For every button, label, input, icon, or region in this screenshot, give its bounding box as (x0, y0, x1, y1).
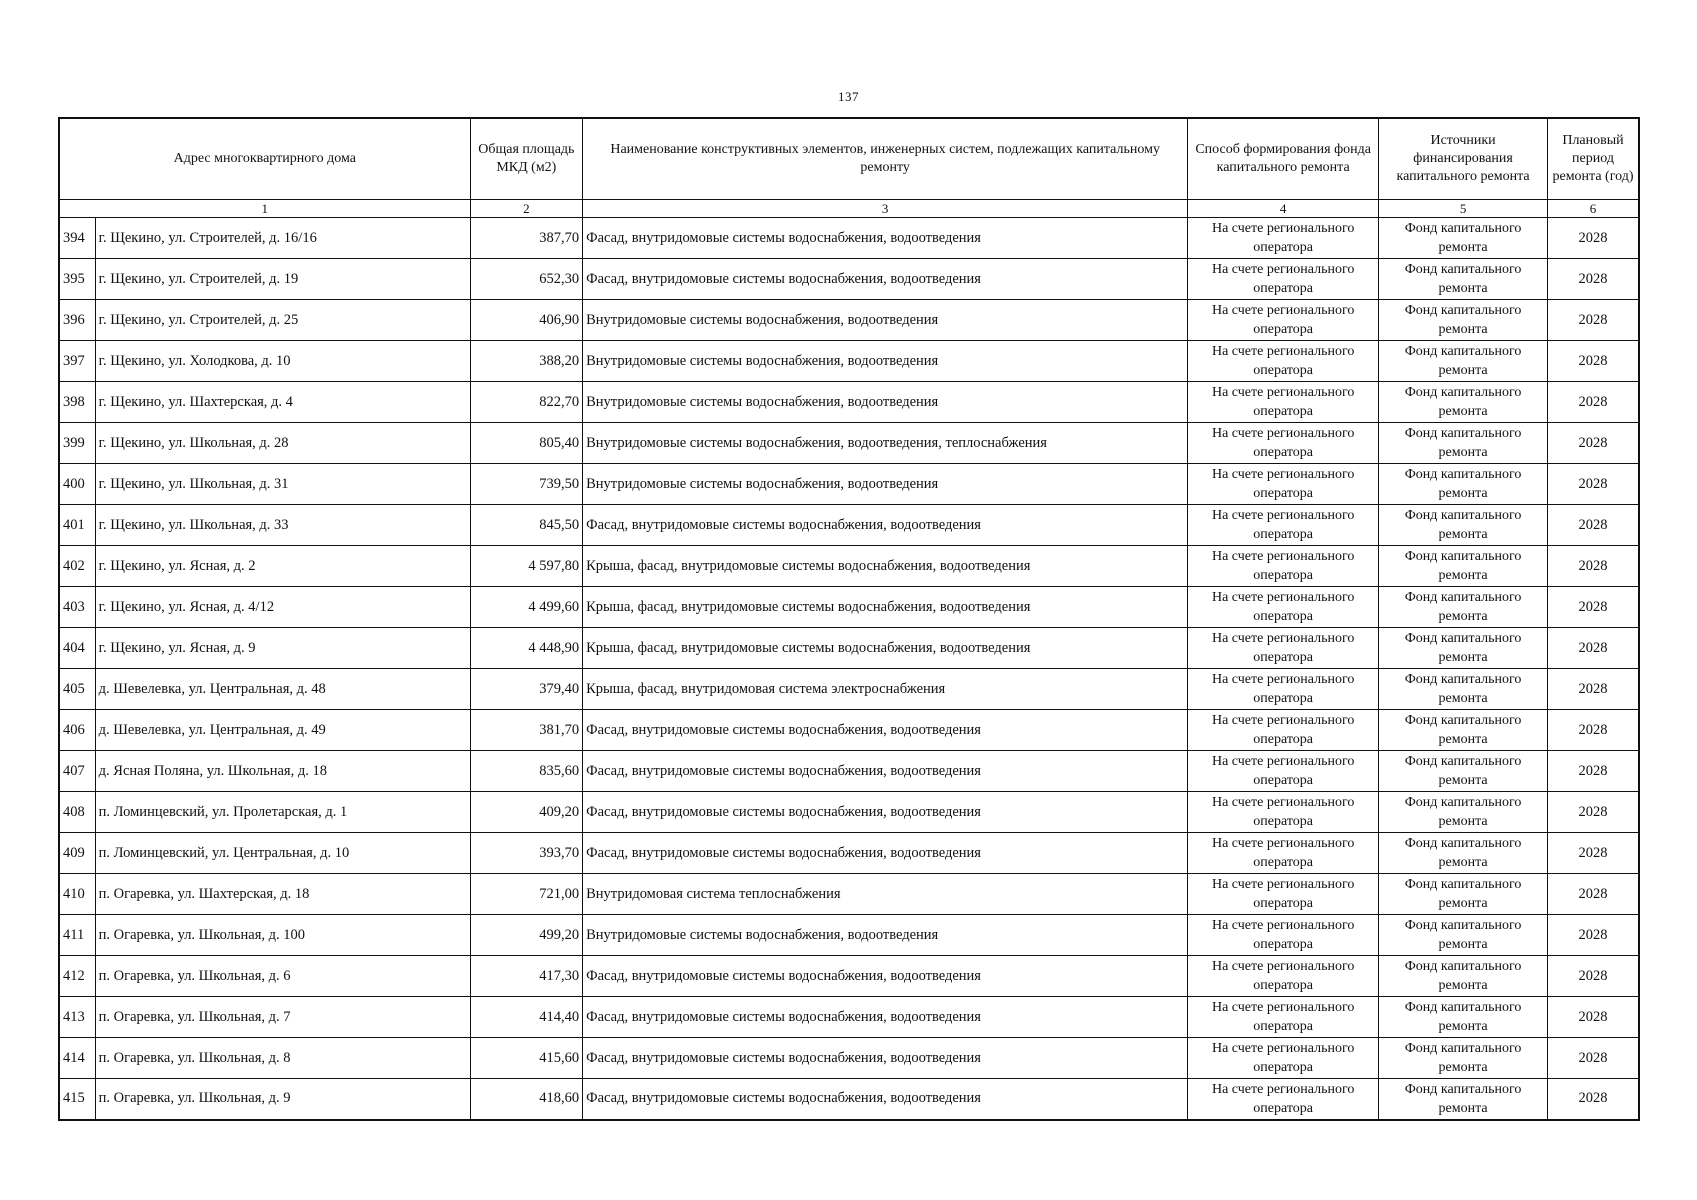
row-address: г. Щекино, ул. Ясная, д. 4/12 (95, 587, 470, 628)
row-elements: Фасад, внутридомовые системы водоснабжения, водоотведения (583, 751, 1188, 792)
row-method: На счете регионального оператора (1188, 382, 1379, 423)
row-method: На счете регионального оператора (1188, 423, 1379, 464)
row-method: На счете регионального оператора (1188, 792, 1379, 833)
row-number: 394 (59, 218, 95, 259)
row-method: На счете регионального оператора (1188, 833, 1379, 874)
row-number: 412 (59, 956, 95, 997)
row-source: Фонд капитального ремонта (1379, 1079, 1548, 1120)
column-number: 1 (59, 200, 470, 218)
row-source: Фонд капитального ремонта (1379, 874, 1548, 915)
row-source: Фонд капитального ремонта (1379, 915, 1548, 956)
row-address: д. Шевелевка, ул. Центральная, д. 48 (95, 669, 470, 710)
row-area: 406,90 (470, 300, 583, 341)
row-method: На счете регионального оператора (1188, 1038, 1379, 1079)
table-row (59, 915, 1639, 956)
row-number: 398 (59, 382, 95, 423)
row-area: 805,40 (470, 423, 583, 464)
row-address: г. Щекино, ул. Школьная, д. 33 (95, 505, 470, 546)
row-number: 405 (59, 669, 95, 710)
table-row (59, 792, 1639, 833)
row-area: 415,60 (470, 1038, 583, 1079)
row-elements: Фасад, внутридомовые системы водоснабжения, водоотведения (583, 956, 1188, 997)
row-address: п. Ломинцевский, ул. Центральная, д. 10 (95, 833, 470, 874)
row-number: 400 (59, 464, 95, 505)
row-area: 409,20 (470, 792, 583, 833)
header-method: Способ формирования фонда капитального ремонта (1188, 118, 1379, 200)
row-address: п. Огаревка, ул. Школьная, д. 6 (95, 956, 470, 997)
row-elements: Крыша, фасад, внутридомовые системы водоснабжения, водоотведения (583, 628, 1188, 669)
row-method: На счете регионального оператора (1188, 915, 1379, 956)
row-address: д. Шевелевка, ул. Центральная, д. 49 (95, 710, 470, 751)
row-method: На счете регионального оператора (1188, 505, 1379, 546)
row-method: На счете регионального оператора (1188, 751, 1379, 792)
repair-program-table (58, 117, 1640, 1121)
header-address: Адрес многоквартирного дома (59, 118, 470, 200)
row-year: 2028 (1547, 505, 1639, 546)
table-row (59, 464, 1639, 505)
row-address: п. Огаревка, ул. Школьная, д. 8 (95, 1038, 470, 1079)
row-elements: Фасад, внутридомовые системы водоснабжения, водоотведения (583, 259, 1188, 300)
page-number: 137 (838, 89, 859, 104)
row-method: На счете регионального оператора (1188, 710, 1379, 751)
row-address: п. Огаревка, ул. Школьная, д. 7 (95, 997, 470, 1038)
row-address: г. Щекино, ул. Ясная, д. 9 (95, 628, 470, 669)
row-source: Фонд капитального ремонта (1379, 259, 1548, 300)
row-area: 499,20 (470, 915, 583, 956)
row-method: На счете регионального оператора (1188, 341, 1379, 382)
row-number: 404 (59, 628, 95, 669)
table-row (59, 587, 1639, 628)
row-year: 2028 (1547, 874, 1639, 915)
row-source: Фонд капитального ремонта (1379, 423, 1548, 464)
table-row (59, 669, 1639, 710)
row-area: 652,30 (470, 259, 583, 300)
row-source: Фонд капитального ремонта (1379, 792, 1548, 833)
row-address: г. Щекино, ул. Строителей, д. 16/16 (95, 218, 470, 259)
row-area: 417,30 (470, 956, 583, 997)
row-source: Фонд капитального ремонта (1379, 833, 1548, 874)
row-elements: Фасад, внутридомовые системы водоснабжения, водоотведения (583, 792, 1188, 833)
row-year: 2028 (1547, 628, 1639, 669)
row-address: г. Щекино, ул. Холодкова, д. 10 (95, 341, 470, 382)
row-year: 2028 (1547, 423, 1639, 464)
row-address: д. Ясная Поляна, ул. Школьная, д. 18 (95, 751, 470, 792)
row-number: 402 (59, 546, 95, 587)
row-number: 409 (59, 833, 95, 874)
row-year: 2028 (1547, 792, 1639, 833)
row-address: п. Огаревка, ул. Школьная, д. 9 (95, 1079, 470, 1120)
row-source: Фонд капитального ремонта (1379, 505, 1548, 546)
table-row (59, 956, 1639, 997)
table-body (59, 218, 1639, 1120)
row-year: 2028 (1547, 382, 1639, 423)
row-elements: Внутридомовая система теплоснабжения (583, 874, 1188, 915)
column-number: 6 (1547, 200, 1639, 218)
row-elements: Крыша, фасад, внутридомовые системы водоснабжения, водоотведения (583, 546, 1188, 587)
column-number: 5 (1379, 200, 1548, 218)
row-source: Фонд капитального ремонта (1379, 587, 1548, 628)
row-address: г. Щекино, ул. Школьная, д. 31 (95, 464, 470, 505)
table-row (59, 546, 1639, 587)
row-method: На счете регионального оператора (1188, 1079, 1379, 1120)
table-row (59, 259, 1639, 300)
row-elements: Фасад, внутридомовые системы водоснабжения, водоотведения (583, 710, 1188, 751)
row-source: Фонд капитального ремонта (1379, 218, 1548, 259)
row-method: На счете регионального оператора (1188, 546, 1379, 587)
row-address: г. Щекино, ул. Ясная, д. 2 (95, 546, 470, 587)
row-elements: Внутридомовые системы водоснабжения, водоотведения (583, 341, 1188, 382)
row-method: На счете регионального оператора (1188, 669, 1379, 710)
row-method: На счете регионального оператора (1188, 874, 1379, 915)
row-area: 822,70 (470, 382, 583, 423)
row-number: 407 (59, 751, 95, 792)
row-elements: Фасад, внутридомовые системы водоснабжения, водоотведения (583, 833, 1188, 874)
row-source: Фонд капитального ремонта (1379, 956, 1548, 997)
row-method: На счете регионального оператора (1188, 587, 1379, 628)
row-year: 2028 (1547, 341, 1639, 382)
row-address: г. Щекино, ул. Шахтерская, д. 4 (95, 382, 470, 423)
row-number: 410 (59, 874, 95, 915)
row-year: 2028 (1547, 1079, 1639, 1120)
row-method: На счете регионального оператора (1188, 628, 1379, 669)
row-area: 393,70 (470, 833, 583, 874)
row-method: На счете регионального оператора (1188, 218, 1379, 259)
row-year: 2028 (1547, 997, 1639, 1038)
table-row (59, 1038, 1639, 1079)
header-source: Источники финансирования капитального ремонта (1379, 118, 1548, 200)
table-row (59, 1079, 1639, 1120)
row-year: 2028 (1547, 218, 1639, 259)
row-number: 396 (59, 300, 95, 341)
row-address: п. Огаревка, ул. Школьная, д. 100 (95, 915, 470, 956)
row-area: 379,40 (470, 669, 583, 710)
row-address: п. Ломинцевский, ул. Пролетарская, д. 1 (95, 792, 470, 833)
row-source: Фонд капитального ремонта (1379, 382, 1548, 423)
row-number: 401 (59, 505, 95, 546)
row-source: Фонд капитального ремонта (1379, 546, 1548, 587)
row-method: На счете регионального оператора (1188, 997, 1379, 1038)
row-source: Фонд капитального ремонта (1379, 464, 1548, 505)
row-method: На счете регионального оператора (1188, 464, 1379, 505)
row-year: 2028 (1547, 259, 1639, 300)
row-elements: Внутридомовые системы водоснабжения, водоотведения, теплоснабжения (583, 423, 1188, 464)
row-year: 2028 (1547, 464, 1639, 505)
row-year: 2028 (1547, 751, 1639, 792)
table-row (59, 218, 1639, 259)
row-area: 418,60 (470, 1079, 583, 1120)
table-row (59, 505, 1639, 546)
row-source: Фонд капитального ремонта (1379, 710, 1548, 751)
column-number: 2 (470, 200, 583, 218)
row-area: 845,50 (470, 505, 583, 546)
row-year: 2028 (1547, 833, 1639, 874)
row-number: 403 (59, 587, 95, 628)
row-elements: Фасад, внутридомовые системы водоснабжения, водоотведения (583, 218, 1188, 259)
row-year: 2028 (1547, 300, 1639, 341)
row-year: 2028 (1547, 710, 1639, 751)
row-method: На счете регионального оператора (1188, 300, 1379, 341)
row-elements: Внутридомовые системы водоснабжения, водоотведения (583, 915, 1188, 956)
table-row (59, 341, 1639, 382)
header-period: Плановый период ремонта (год) (1547, 118, 1639, 200)
row-area: 387,70 (470, 218, 583, 259)
row-number: 411 (59, 915, 95, 956)
row-number: 406 (59, 710, 95, 751)
row-area: 4 499,60 (470, 587, 583, 628)
table-row (59, 300, 1639, 341)
row-year: 2028 (1547, 587, 1639, 628)
row-area: 4 448,90 (470, 628, 583, 669)
row-area: 414,40 (470, 997, 583, 1038)
row-elements: Фасад, внутридомовые системы водоснабжения, водоотведения (583, 505, 1188, 546)
row-area: 388,20 (470, 341, 583, 382)
table-row (59, 423, 1639, 464)
row-source: Фонд капитального ремонта (1379, 341, 1548, 382)
row-area: 4 597,80 (470, 546, 583, 587)
row-year: 2028 (1547, 1038, 1639, 1079)
header-area: Общая площадь МКД (м2) (470, 118, 583, 200)
row-method: На счете регионального оператора (1188, 259, 1379, 300)
row-area: 721,00 (470, 874, 583, 915)
table-row (59, 833, 1639, 874)
table-row (59, 997, 1639, 1038)
row-number: 408 (59, 792, 95, 833)
table-row (59, 710, 1639, 751)
row-elements: Фасад, внутридомовые системы водоснабжения, водоотведения (583, 1038, 1188, 1079)
row-area: 381,70 (470, 710, 583, 751)
row-year: 2028 (1547, 669, 1639, 710)
column-number: 4 (1188, 200, 1379, 218)
row-number: 415 (59, 1079, 95, 1120)
row-elements: Внутридомовые системы водоснабжения, водоотведения (583, 464, 1188, 505)
row-method: На счете регионального оператора (1188, 956, 1379, 997)
row-elements: Крыша, фасад, внутридомовые системы водоснабжения, водоотведения (583, 587, 1188, 628)
header-elements: Наименование конструктивных элементов, инженерных систем, подлежащих капитальному ремонту (583, 118, 1188, 200)
table-row (59, 751, 1639, 792)
column-number-row (59, 200, 1639, 218)
row-year: 2028 (1547, 546, 1639, 587)
column-number: 3 (583, 200, 1188, 218)
row-source: Фонд капитального ремонта (1379, 997, 1548, 1038)
row-address: п. Огаревка, ул. Шахтерская, д. 18 (95, 874, 470, 915)
row-elements: Фасад, внутридомовые системы водоснабжения, водоотведения (583, 997, 1188, 1038)
row-number: 395 (59, 259, 95, 300)
table-row (59, 628, 1639, 669)
row-number: 413 (59, 997, 95, 1038)
row-number: 399 (59, 423, 95, 464)
table-row (59, 874, 1639, 915)
row-source: Фонд капитального ремонта (1379, 751, 1548, 792)
row-year: 2028 (1547, 956, 1639, 997)
row-source: Фонд капитального ремонта (1379, 1038, 1548, 1079)
row-source: Фонд капитального ремонта (1379, 669, 1548, 710)
row-elements: Крыша, фасад, внутридомовая система электроснабжения (583, 669, 1188, 710)
table-header-row (59, 118, 1639, 200)
row-elements: Внутридомовые системы водоснабжения, водоотведения (583, 382, 1188, 423)
row-source: Фонд капитального ремонта (1379, 300, 1548, 341)
row-year: 2028 (1547, 915, 1639, 956)
row-address: г. Щекино, ул. Строителей, д. 19 (95, 259, 470, 300)
row-area: 739,50 (470, 464, 583, 505)
row-source: Фонд капитального ремонта (1379, 628, 1548, 669)
row-address: г. Щекино, ул. Строителей, д. 25 (95, 300, 470, 341)
row-elements: Фасад, внутридомовые системы водоснабжения, водоотведения (583, 1079, 1188, 1120)
row-area: 835,60 (470, 751, 583, 792)
table-row (59, 382, 1639, 423)
row-number: 397 (59, 341, 95, 382)
row-address: г. Щекино, ул. Школьная, д. 28 (95, 423, 470, 464)
row-number: 414 (59, 1038, 95, 1079)
row-elements: Внутридомовые системы водоснабжения, водоотведения (583, 300, 1188, 341)
